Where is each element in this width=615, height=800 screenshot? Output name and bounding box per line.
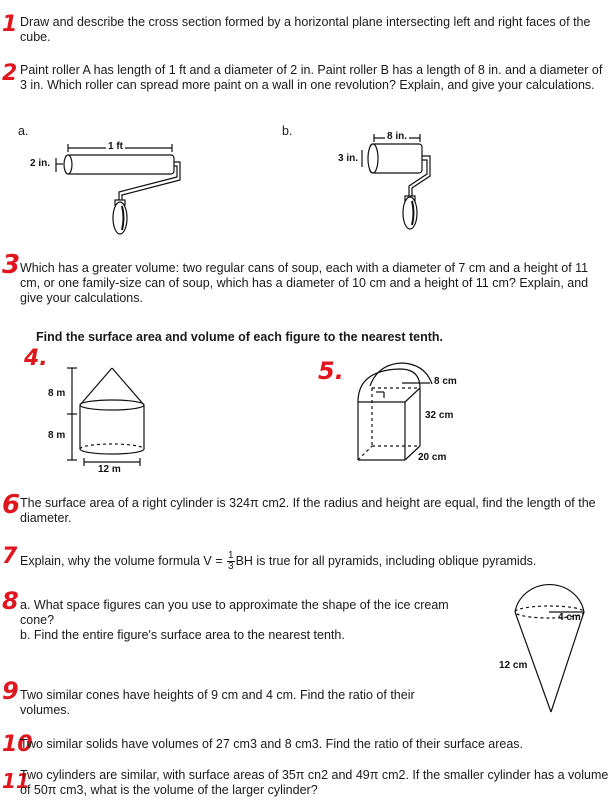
question-2-part-b-label: b. bbox=[282, 124, 293, 138]
question-number-7: 7 bbox=[2, 544, 18, 569]
question-8-part-b: b. Find the entire figure's surface area to the nearest tenth. bbox=[20, 628, 345, 642]
question-number-2: 2 bbox=[2, 61, 18, 86]
depth-label: 20 cm bbox=[418, 452, 447, 463]
question-number-11: 11 bbox=[2, 769, 30, 793]
section-heading: Find the surface area and volume of each figure to the nearest tenth. bbox=[36, 330, 444, 344]
roller-b-diameter-label: 3 in. bbox=[338, 153, 359, 164]
question-8-part-a: a. What space figures can you use to approximate the shape of the ice cream cone? bbox=[20, 598, 449, 627]
question-10-text: Two similar solids have volumes of 27 cm3 and 8 cm3. Find the ratio of their surface areas. bbox=[20, 737, 524, 751]
radius-label: 8 cm bbox=[434, 376, 457, 387]
question-number-5: 5. bbox=[318, 357, 344, 385]
question-1-text: Draw and describe the cross section formed by a horizontal plane intersecting left and right faces of the cube. bbox=[20, 15, 591, 44]
base-width-label: 12 m bbox=[98, 464, 121, 475]
fraction-denominator: 3 bbox=[228, 561, 234, 572]
cone-slant-label: 12 cm bbox=[499, 660, 528, 671]
fraction-numerator: 1 bbox=[228, 550, 234, 561]
question-number-1: 1 bbox=[2, 12, 18, 37]
question-7-text-after: BH is true for all pyramids, including oblique pyramids. bbox=[235, 553, 537, 568]
roller-b-length-label: 8 in. bbox=[387, 131, 408, 142]
question-6-text: The surface area of a right cylinder is 324π cm2. If the radius and height are equal, find the length of the diameter. bbox=[20, 496, 596, 525]
question-11-text: Two cylinders are similar, with surface areas of 35π cn2 and 49π cm2. If the smaller cylinder has a volume of 50π cm3, what is the volume of the larger cylinder? bbox=[20, 768, 609, 797]
question-number-6: 6 bbox=[2, 490, 21, 520]
question-number-9: 9 bbox=[2, 677, 19, 705]
roller-a-length-label: 1 ft bbox=[108, 141, 123, 152]
question-number-3: 3 bbox=[2, 250, 21, 280]
height-label: 32 cm bbox=[425, 410, 454, 421]
question-9-text: Two similar cones have heights of 9 cm and 4 cm. Find the ratio of their volumes. bbox=[20, 688, 415, 717]
question-number-8: 8 bbox=[2, 587, 19, 615]
cone-height-label: 8 m bbox=[48, 388, 66, 399]
question-number-10: 10 bbox=[2, 732, 33, 757]
question-2-text: Paint roller A has length of 1 ft and a diameter of 2 in. Paint roller B has a length of 8 in. and a diameter of 3 in. Which roller can spread more paint on a wall in one revolution? Explain, and give your calculations. bbox=[20, 63, 603, 92]
question-3-text: Which has a greater volume: two regular cans of soup, each with a diameter of 7 cm and a height of 11 cm, or one family-size can of soup, which has a diameter of 10 cm and a height of 11 cm? Explain, and give your calculations. bbox=[20, 261, 589, 305]
cone-diameter-label: 4 cm bbox=[558, 612, 581, 623]
question-number-4: 4. bbox=[24, 346, 48, 371]
roller-a-diameter-label: 2 in. bbox=[30, 158, 51, 169]
question-2-part-a-label: a. bbox=[18, 124, 29, 138]
question-7-text-before: Explain, why the volume formula V = bbox=[20, 553, 226, 568]
cylinder-height-label: 8 m bbox=[48, 430, 66, 441]
